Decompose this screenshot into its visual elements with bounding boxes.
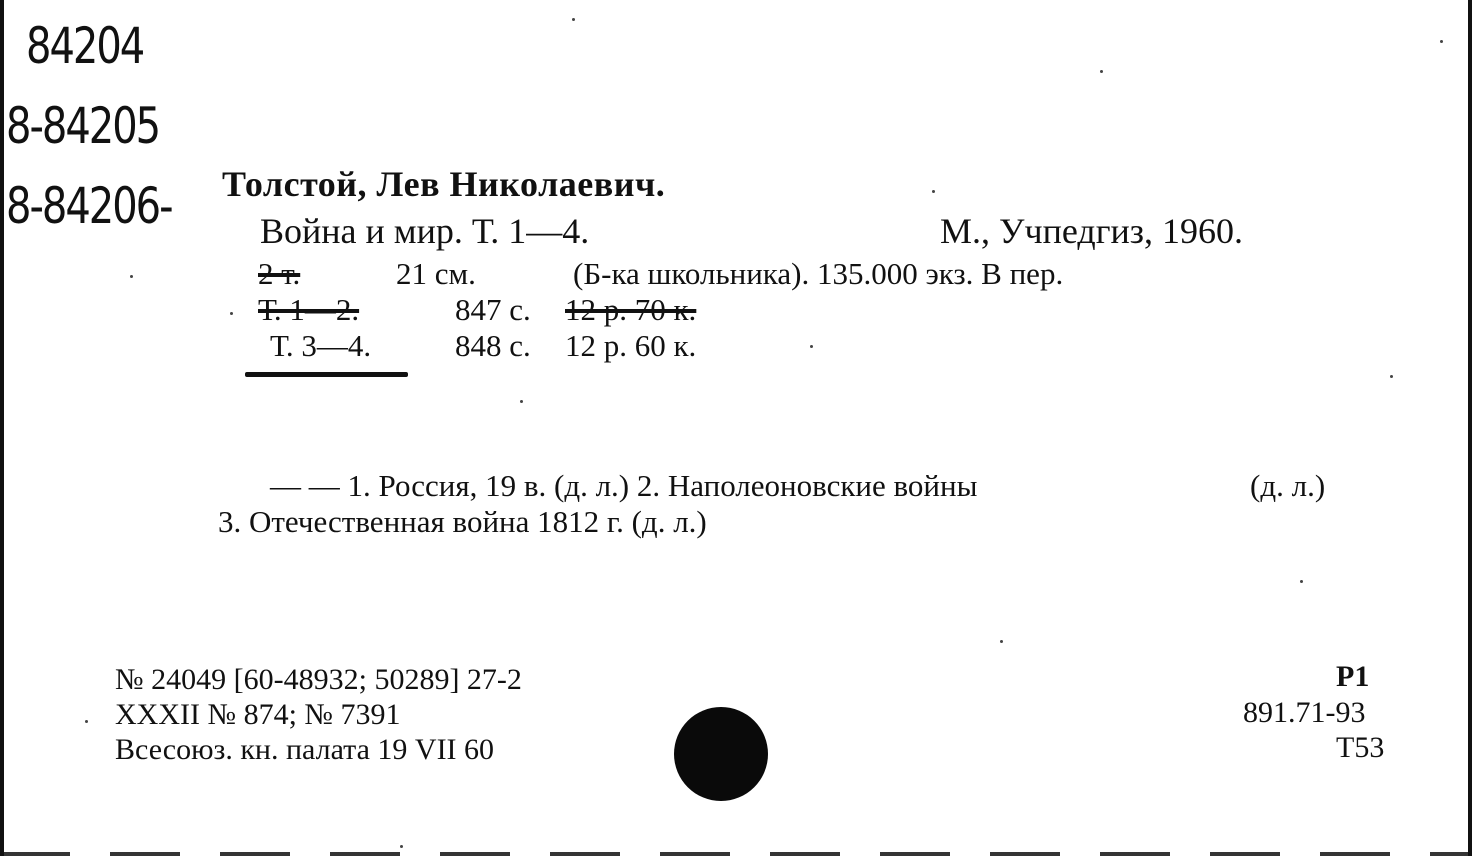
noise-speck bbox=[1100, 70, 1103, 73]
volumes-3-4-label: Т. 3—4. bbox=[270, 328, 372, 363]
classification-code-2: 891.71-93 bbox=[1243, 696, 1366, 729]
volumes-1-2-pages: 847 с. bbox=[455, 292, 531, 327]
catalog-reference: XXXII № 874; № 7391 bbox=[115, 698, 401, 731]
subject-headings-line-1: — — 1. Россия, 19 в. (д. л.) 2. Наполеоновские войны bbox=[270, 468, 978, 503]
handwritten-underline bbox=[245, 372, 408, 377]
noise-speck bbox=[810, 345, 813, 348]
noise-speck bbox=[932, 190, 935, 193]
handwritten-inventory-number-3: 8-84206- bbox=[6, 178, 172, 236]
book-size: 21 см. bbox=[396, 256, 476, 291]
book-title: Война и мир. Т. 1—4. bbox=[260, 211, 590, 251]
subject-headings-line-2: 3. Отечественная война 1812 г. (д. л.) bbox=[218, 504, 707, 539]
noise-speck bbox=[1300, 580, 1303, 583]
classification-code-3: Т53 bbox=[1336, 731, 1385, 764]
handwritten-inventory-number-1: 84204 bbox=[26, 18, 144, 76]
card-punch-hole bbox=[674, 707, 768, 801]
noise-speck bbox=[85, 720, 88, 723]
author-heading: Толстой, Лев Николаевич. bbox=[222, 164, 666, 204]
card-left-edge bbox=[0, 0, 4, 856]
volumes-3-4-pages: 848 с. bbox=[455, 328, 531, 363]
registration-number: № 24049 [60-48932; 50289] 27-2 bbox=[115, 663, 522, 696]
subject-headings-line-1-end: (д. л.) bbox=[1250, 468, 1326, 503]
noise-speck bbox=[130, 275, 133, 278]
chamber-stamp: Всесоюз. кн. палата 19 VII 60 bbox=[115, 733, 495, 766]
noise-speck bbox=[230, 312, 233, 315]
noise-speck bbox=[400, 845, 403, 848]
card-right-edge bbox=[1468, 0, 1472, 856]
imprint: М., Учпедгиз, 1960. bbox=[940, 211, 1243, 251]
volumes-3-4-price: 12 р. 60 к. bbox=[565, 328, 697, 363]
noise-speck bbox=[1440, 40, 1443, 43]
card-bottom-edge bbox=[0, 852, 1472, 856]
volumes-1-2-price: 12 р. 70 к. bbox=[565, 292, 697, 327]
noise-speck bbox=[520, 400, 523, 403]
noise-speck bbox=[1390, 375, 1393, 378]
noise-speck bbox=[572, 18, 575, 21]
volumes-1-2-label: Т. 1—2. bbox=[258, 292, 360, 327]
handwritten-inventory-number-2: 8-84205 bbox=[6, 98, 160, 156]
series-and-edition: (Б-ка школьника). 135.000 экз. В пер. bbox=[573, 256, 1064, 291]
classification-code-1: Р1 bbox=[1336, 660, 1370, 693]
noise-speck bbox=[1000, 640, 1003, 643]
struck-volume-count: 2 т. bbox=[258, 256, 301, 291]
